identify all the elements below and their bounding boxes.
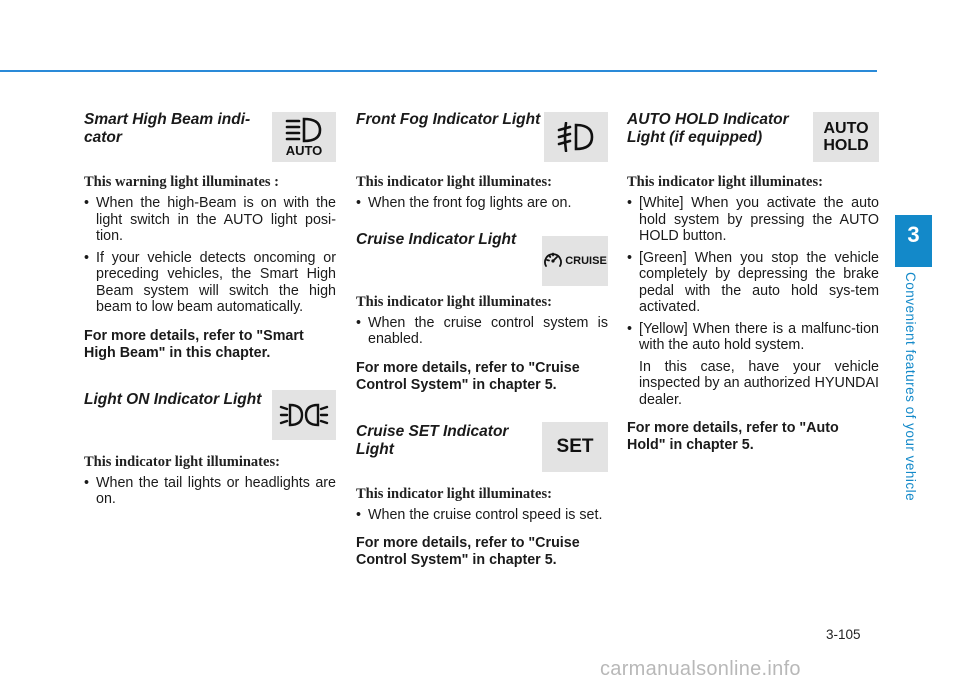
bullet-list bbox=[356, 195, 608, 212]
section-auto-hold bbox=[627, 110, 879, 454]
reference-note: For more details, refer to "Auto Hold" in chapter 5. bbox=[627, 420, 839, 453]
section-title: Light ON Indicator Light bbox=[84, 390, 262, 408]
bullet-list bbox=[356, 315, 608, 348]
bullet-list bbox=[84, 475, 336, 508]
auto-hold-label-line2: HOLD bbox=[823, 137, 869, 154]
section-title: Cruise Indicator Light bbox=[356, 230, 517, 248]
front-fog-icon bbox=[544, 112, 608, 162]
section-title: AUTO HOLD Indicator Light (if equipped) bbox=[627, 111, 789, 146]
subheading: This indicator light illuminates: bbox=[356, 293, 552, 310]
reference-note: For more details, refer to "Smart High Beam" in this chapter. bbox=[84, 327, 304, 361]
auto-hold-icon bbox=[813, 112, 879, 162]
smart-high-beam-auto-icon bbox=[272, 112, 336, 162]
set-label: SET bbox=[556, 435, 594, 457]
list-item: • When the high-Beam is on with the light switch in the AUTO light posi-tion. bbox=[84, 195, 336, 245]
cruise-icon bbox=[542, 236, 608, 286]
bullet-list bbox=[84, 195, 336, 316]
section-title: Smart High Beam indi-cator bbox=[84, 111, 251, 146]
list-item: • [White] When you activate the auto hold system by pressing the AUTO HOLD button. bbox=[627, 195, 879, 245]
column-2 bbox=[356, 110, 608, 569]
column-1 bbox=[84, 110, 336, 513]
list-item: • When the front fog lights are on. bbox=[356, 195, 608, 212]
cruise-label: CRUISE bbox=[565, 254, 607, 267]
watermark: carmanualsonline.info bbox=[600, 658, 801, 680]
section-light-on bbox=[84, 390, 336, 508]
reference-note: For more details, refer to "Cruise Control System" in chapter 5. bbox=[356, 359, 580, 393]
section-title: Front Fog Indicator Light bbox=[356, 111, 541, 128]
set-icon bbox=[542, 422, 608, 472]
bullet-list bbox=[356, 507, 608, 524]
list-item: • When the cruise control system is enabled. bbox=[356, 315, 608, 348]
section-cruise bbox=[356, 230, 608, 394]
subheading: This indicator light illuminates: bbox=[356, 174, 552, 190]
subheading: This indicator light illuminates: bbox=[356, 485, 552, 502]
list-item: • [Yellow] When there is a malfunc-tion with the auto hold system. bbox=[627, 321, 879, 354]
section-cruise-set bbox=[356, 422, 608, 570]
section-smart-high-beam bbox=[84, 110, 336, 362]
auto-hold-label-line1: AUTO bbox=[823, 120, 869, 137]
subheading: This warning light illuminates : bbox=[84, 174, 279, 190]
column-3 bbox=[627, 110, 879, 454]
list-item: • When the tail lights or headlights are on. bbox=[84, 475, 336, 508]
tail-lights-icon bbox=[272, 390, 336, 440]
chapter-number: 3 bbox=[907, 222, 920, 247]
continuation-text: In this case, have your vehicle inspected by an authorized HYUNDAI dealer. bbox=[639, 358, 879, 408]
subheading: This indicator light illuminates: bbox=[84, 453, 280, 470]
list-item: • [Green] When you stop the vehicle completely by depressing the brake pedal with the auto hold sys-tem activated. bbox=[627, 250, 879, 316]
reference-note: For more details, refer to "Cruise Control System" in chapter 5. bbox=[356, 535, 580, 568]
list-item: • When the cruise control speed is set. bbox=[356, 507, 608, 524]
list-item: • If your vehicle detects oncoming or preceding vehicles, the Smart High Beam system will switch the high beam to low beam automatically. bbox=[84, 250, 336, 316]
chapter-title: Convenient features of your vehicle bbox=[903, 272, 918, 502]
auto-label: AUTO bbox=[285, 143, 323, 158]
bullet-list bbox=[627, 195, 879, 354]
section-front-fog bbox=[356, 110, 608, 212]
section-title: Cruise SET Indicator Light bbox=[356, 422, 509, 458]
subheading: This indicator light illuminates: bbox=[627, 174, 823, 190]
header-rule bbox=[0, 70, 877, 72]
page-number: 3-105 bbox=[826, 627, 861, 642]
